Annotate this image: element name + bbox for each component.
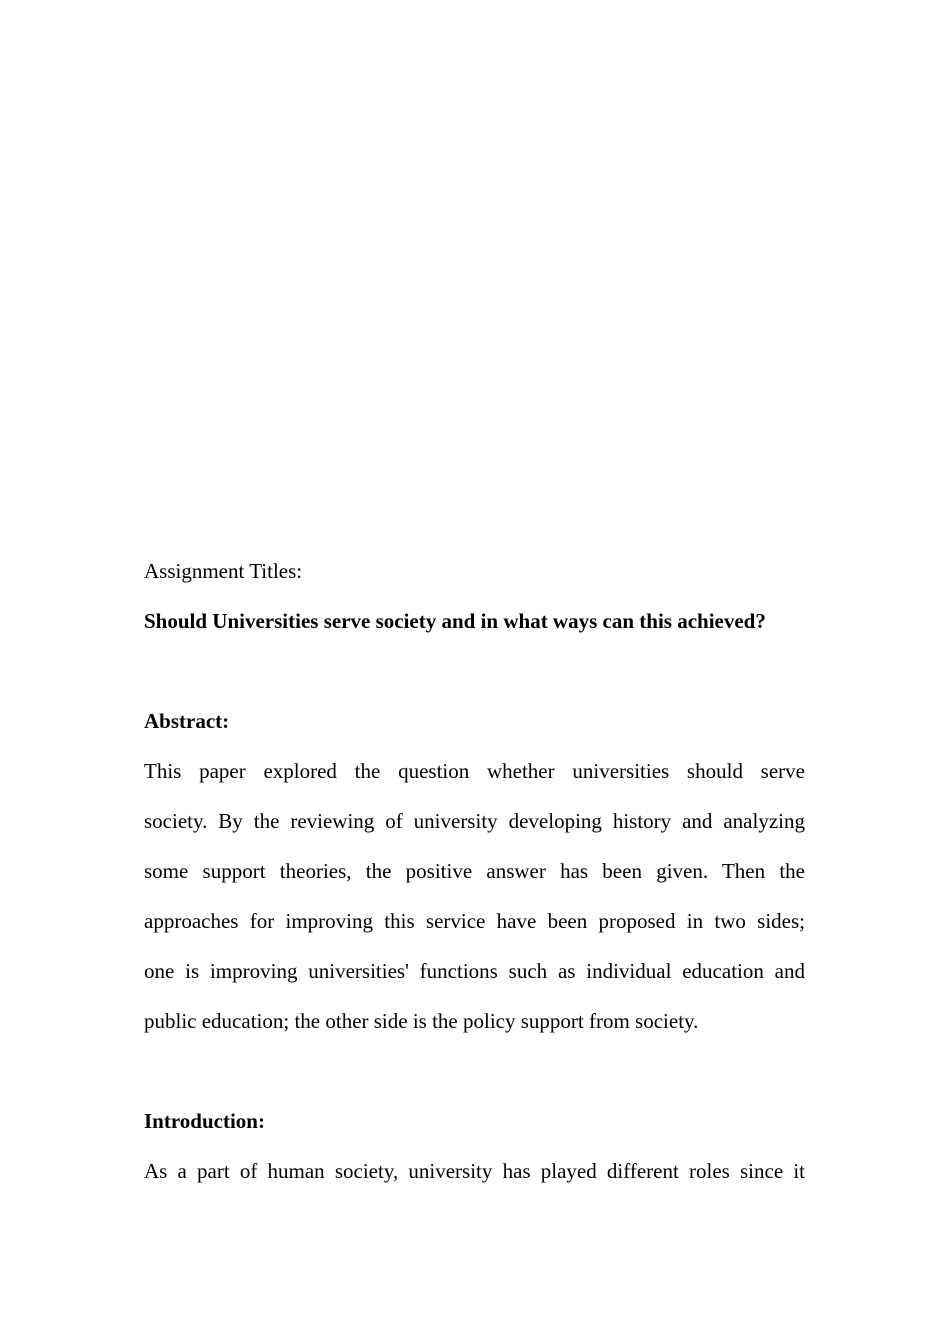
abstract-line: public education; the other side is the policy support from society. [144, 1009, 699, 1033]
assignment-label: Assignment Titles: [144, 559, 303, 583]
introduction-heading: Introduction: [144, 1109, 265, 1133]
abstract-heading: Abstract: [144, 709, 230, 733]
abstract-line: some support theories, the positive answer has been given. Then the [144, 859, 805, 883]
introduction-paragraph [144, 1146, 805, 1196]
blank-line [144, 646, 805, 696]
abstract-line: society. By the reviewing of university developing history and analyzing [144, 809, 805, 833]
blank-line [144, 1046, 805, 1096]
document-title: Should Universities serve society and in what ways can this achieved? [144, 609, 766, 633]
abstract-paragraph [144, 746, 805, 1046]
introduction-line: As a part of human society, university has played different roles since it [144, 1159, 805, 1183]
document-body [144, 546, 805, 1196]
abstract-line: approaches for improving this service have been proposed in two sides; [144, 909, 805, 933]
abstract-line: one is improving universities' functions such as individual education and [144, 959, 805, 983]
abstract-line: This paper explored the question whether universities should serve [144, 759, 805, 783]
